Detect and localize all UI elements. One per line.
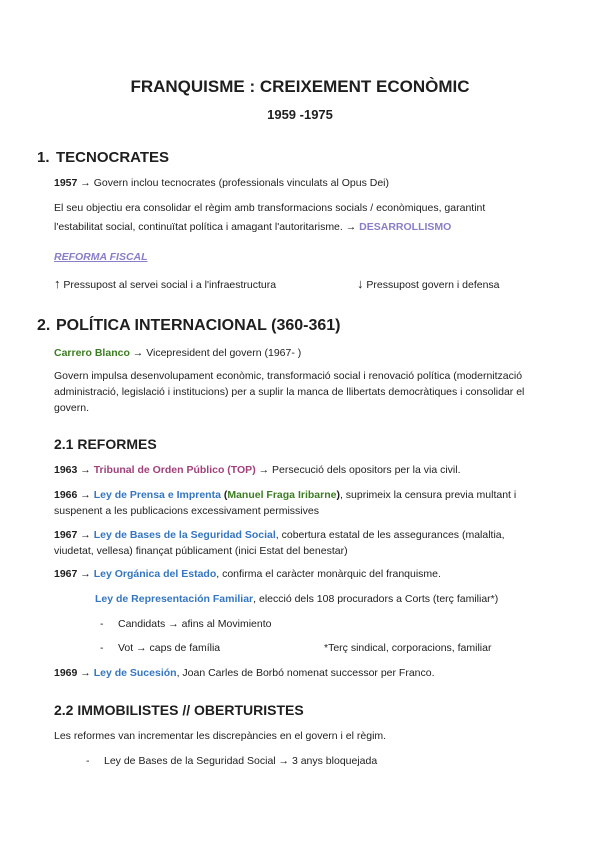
section-2-1-heading: 2.1 REFORMES bbox=[54, 436, 157, 452]
reform-1967b-text: , confirma el caràcter monàrquic del franquisme. bbox=[216, 568, 441, 580]
terc-footnote: *Terç sindical, corporacions, familiar bbox=[324, 642, 492, 654]
year-1957: 1957 → bbox=[54, 177, 91, 189]
reform-1967a-line2: viudetat, vellesa) finançat públicament (inici Estat del benestar) bbox=[54, 545, 348, 557]
ley-bases-seguridad-social: Ley de Bases de la Seguridad Social bbox=[90, 529, 276, 541]
page-title: FRANQUISME : CREIXEMENT ECONÒMIC bbox=[130, 77, 470, 96]
reform-1963-line bbox=[54, 464, 461, 476]
bullet-vot-text: Vot → caps de família bbox=[118, 642, 221, 654]
reform-1966-text1: , suprimeix la censura previa multant i bbox=[339, 489, 517, 501]
govern-paragraph-line1: Govern impulsa desenvolupament econòmic, transformació social i renovació política (modernització bbox=[54, 370, 523, 382]
carrero-blanco-line bbox=[54, 347, 301, 359]
section-2-2-heading: 2.2 IMMOBILISTES // OBERTURISTES bbox=[54, 702, 304, 718]
ley-representacion-familiar: Ley de Representación Familiar bbox=[95, 593, 254, 605]
ley-prensa-imprenta: Ley de Prensa e Imprenta bbox=[90, 489, 221, 501]
up-arrow-icon: ↑ bbox=[54, 276, 61, 291]
discrepancies-text: Les reformes van incrementar les discrepàncies en el govern i el règim. bbox=[54, 730, 387, 742]
reform-1967b-line bbox=[54, 568, 441, 580]
govern-paragraph-line2: administració, legislació i institucions) per a suplir la manca de llibertats democràtiques i consolidar el bbox=[54, 386, 525, 398]
reform-1966-line1 bbox=[54, 489, 516, 501]
section-2-number: 2. bbox=[37, 317, 51, 334]
representacion-familiar-line bbox=[95, 593, 498, 605]
reform-1966-line2: suspenent a les publicacions excessivament permissives bbox=[54, 505, 319, 517]
bullet-seguridad-text: Ley de Bases de la Seguridad Social → 3 anys bloquejada bbox=[104, 755, 378, 767]
pressupost-down-text: Pressupost govern i defensa bbox=[366, 279, 500, 291]
reform-1967a-line1 bbox=[54, 529, 505, 541]
reform-1967a-text1: , cobertura estatal de les assegurances (malaltia, bbox=[275, 529, 505, 541]
year-1963: 1963 → bbox=[54, 464, 91, 476]
section-1-number: 1. bbox=[37, 149, 50, 166]
page-subtitle: 1959 -1975 bbox=[267, 107, 333, 122]
pressupost-up-text: Pressupost al servei social i a l'infraestructura bbox=[63, 279, 277, 291]
tecnocrates-1957-text: Govern inclou tecnocrates (professionals vinculats al Opus Dei) bbox=[90, 177, 390, 189]
paren-open: ( bbox=[220, 489, 228, 501]
year-1967a: 1967 → bbox=[54, 529, 91, 541]
carrero-blanco-name: Carrero Blanco bbox=[54, 347, 130, 359]
bullet-candidats-text: Candidats → afins al Movimiento bbox=[118, 618, 272, 630]
year-1967b: 1967 → bbox=[54, 568, 91, 580]
year-1969: 1969 → bbox=[54, 667, 91, 679]
pressupost-down-line bbox=[357, 276, 500, 291]
tecnocrates-paragraph-line1: El seu objectiu era consolidar el règim amb transformacions socials / econòmiques, garantint bbox=[54, 202, 486, 214]
bullet-candidats-dash: - bbox=[100, 618, 104, 630]
tribunal-orden-publico: Tribunal de Orden Público (TOP) bbox=[90, 464, 256, 476]
tecnocrates-paragraph-line2 bbox=[54, 221, 451, 233]
desarrollismo-keyword: DESARROLLISMO bbox=[359, 221, 452, 233]
representacion-familiar-text: , elecció dels 108 procuradors a Corts (terç familiar*) bbox=[253, 593, 499, 605]
govern-paragraph-line3: govern. bbox=[54, 402, 90, 414]
reform-1963-text: → Persecució dels opositors per la via civil. bbox=[255, 464, 461, 476]
tecnocrates-1957-line bbox=[54, 177, 389, 189]
reforma-fiscal-link[interactable]: REFORMA FISCAL bbox=[54, 251, 148, 263]
year-1966: 1966 → bbox=[54, 489, 91, 501]
ley-sucesion: Ley de Sucesión bbox=[90, 667, 177, 679]
pressupost-up-line bbox=[54, 276, 276, 291]
tecnocrates-paragraph-text: l'estabilitat social, continuïtat política i amagant l'autoritarisme. → bbox=[54, 221, 360, 233]
paren-close: ) bbox=[336, 489, 340, 501]
section-2-heading: POLÍTICA INTERNACIONAL (360-361) bbox=[56, 317, 341, 334]
section-1-heading: TECNOCRATES bbox=[56, 149, 170, 166]
reform-1969-text: , Joan Carles de Borbó nomenat successor per Franco. bbox=[176, 667, 435, 679]
reform-1969-line bbox=[54, 667, 435, 679]
carrero-blanco-text: → Vicepresident del govern (1967- ) bbox=[129, 347, 302, 359]
bullet-seguridad-dash: - bbox=[86, 755, 90, 767]
ley-organica-estado: Ley Orgánica del Estado bbox=[90, 568, 217, 580]
bullet-vot-dash: - bbox=[100, 642, 104, 654]
manuel-fraga-iribarne: Manuel Fraga Iribarne bbox=[227, 489, 337, 501]
down-arrow-icon: ↓ bbox=[357, 276, 364, 291]
